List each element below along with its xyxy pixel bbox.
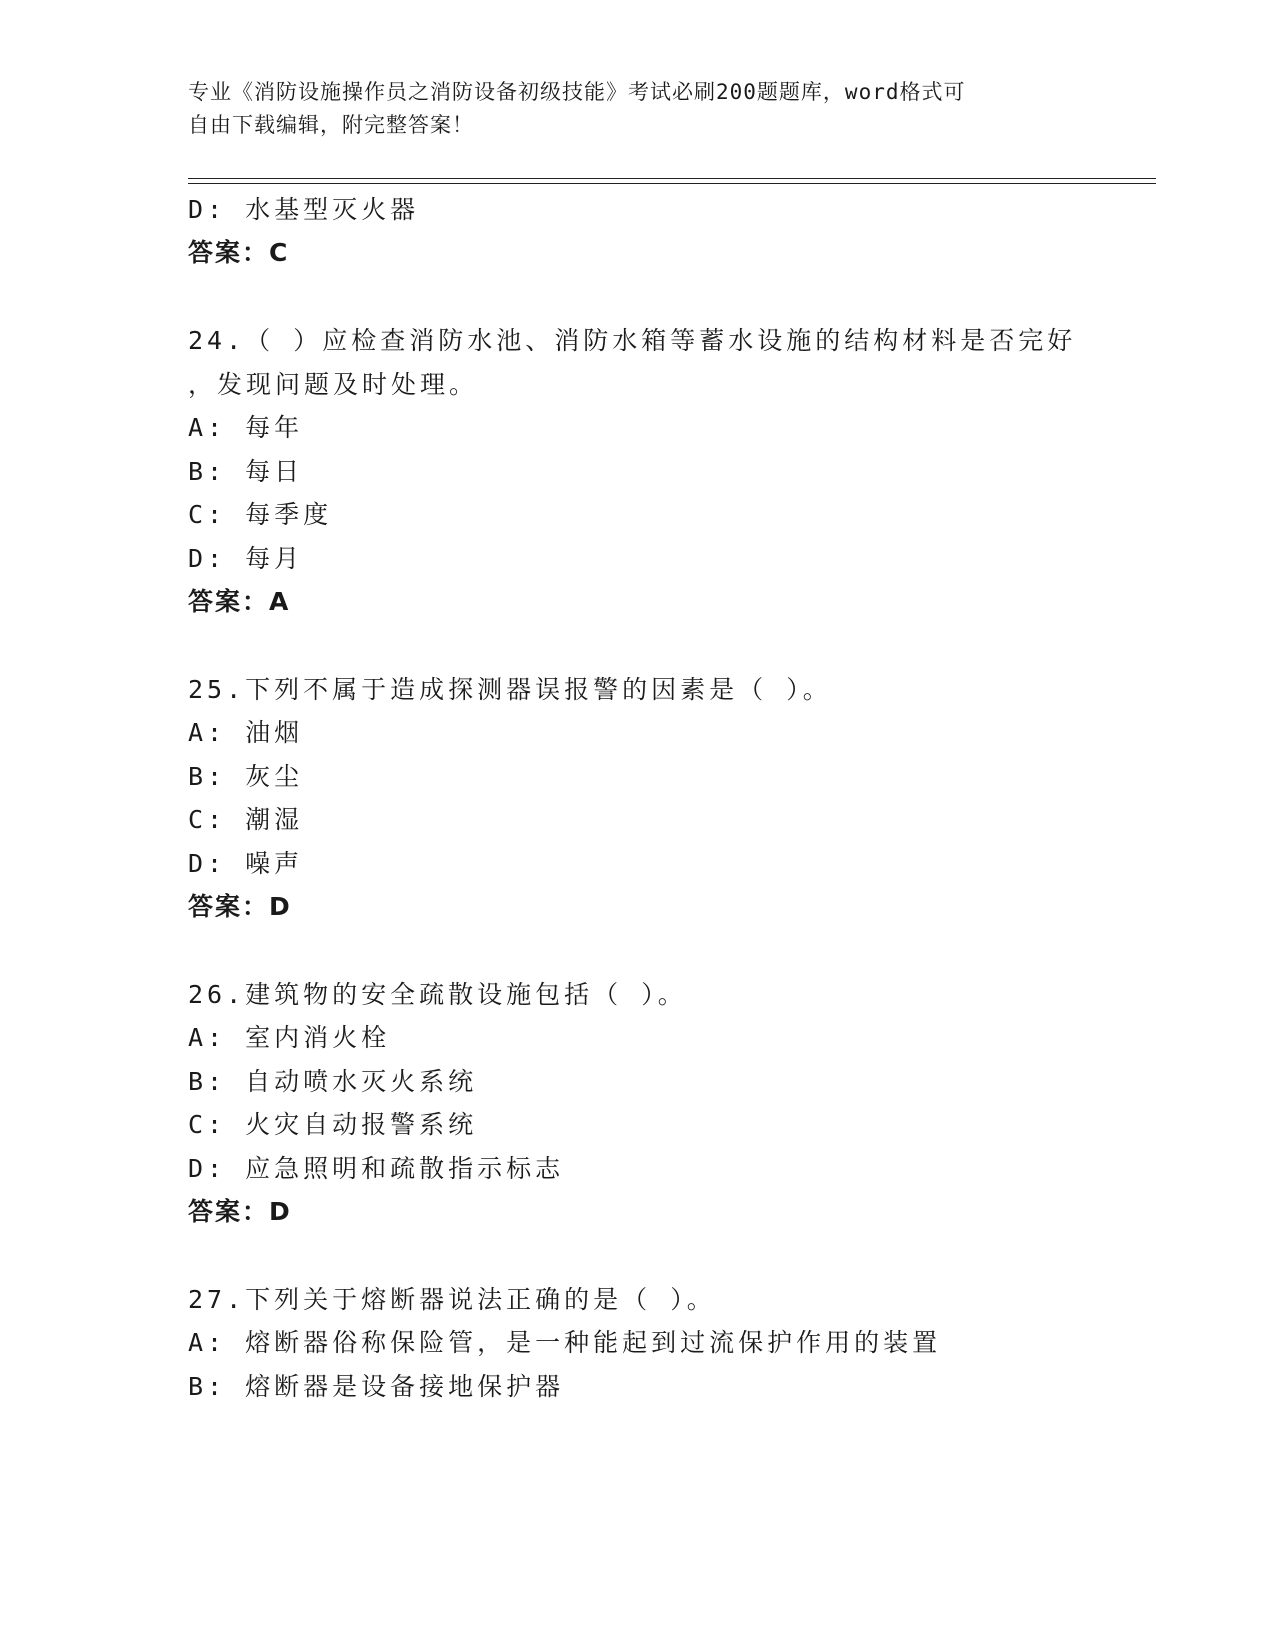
q24-option-b: B: 每日 xyxy=(188,457,304,486)
prev-option-d: D: 水基型灭火器 xyxy=(188,195,420,224)
q27-option-b: B: 熔断器是设备接地保护器 xyxy=(188,1372,565,1401)
q26-option-c: C: 火灾自动报警系统 xyxy=(188,1110,478,1139)
q24-option-c: C: 每季度 xyxy=(188,500,333,529)
q24-stem-line-2: ，发现问题及时处理。 xyxy=(188,370,479,399)
q25-option-c: C: 潮湿 xyxy=(188,805,304,834)
q26-option-d: D: 应急照明和疏散指示标志 xyxy=(188,1154,565,1183)
document-header xyxy=(188,76,1068,142)
q25-stem: 25.下列不属于造成探测器误报警的因素是（ ）。 xyxy=(188,675,832,704)
q25-option-d: D: 噪声 xyxy=(188,849,304,878)
q24-option-d: D: 每月 xyxy=(188,544,304,573)
q27-stem: 27.下列关于熔断器说法正确的是（ ）。 xyxy=(188,1285,716,1314)
q24-option-a: A: 每年 xyxy=(188,413,304,442)
q26-stem: 26.建筑物的安全疏散设施包括（ ）。 xyxy=(188,980,687,1009)
q26-option-b: B: 自动喷水灭火系统 xyxy=(188,1067,478,1096)
q25-option-b: B: 灰尘 xyxy=(188,762,304,791)
header-divider-top xyxy=(188,178,1156,179)
q26-answer: 答案：D xyxy=(188,1197,292,1226)
header-line-1: 专业《消防设施操作员之消防设备初级技能》考试必刷200题题库，word格式可 xyxy=(188,80,966,104)
header-line-2: 自由下载编辑，附完整答案！ xyxy=(188,113,474,137)
q25-answer: 答案：D xyxy=(188,892,292,921)
q24-answer: 答案：A xyxy=(188,587,291,616)
q27-option-a: A: 熔断器俗称保险管，是一种能起到过流保护作用的装置 xyxy=(188,1328,942,1357)
q26-option-a: A: 室内消火栓 xyxy=(188,1023,391,1052)
q25-option-a: A: 油烟 xyxy=(188,718,304,747)
q24-stem-line-1: 24.（ ）应检查消防水池、消防水箱等蓄水设施的结构材料是否完好 xyxy=(188,326,1077,355)
prev-answer: 答案：C xyxy=(188,238,290,267)
header-divider-bottom xyxy=(188,183,1156,184)
